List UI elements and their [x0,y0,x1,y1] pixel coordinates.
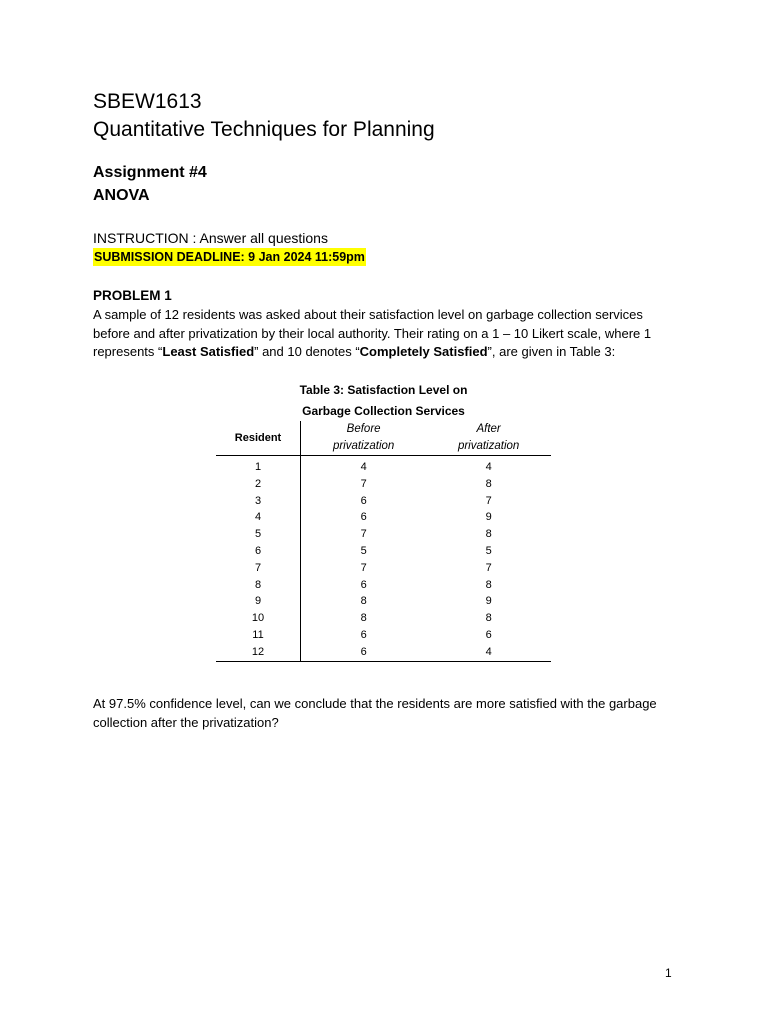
cell-before: 6 [360,511,367,524]
cell-before: 7 [360,477,367,490]
cell-before: 6 [360,494,367,507]
table-caption [216,380,551,422]
cell-resident: 6 [216,543,301,560]
cell-after: 8 [485,612,492,625]
course-code: SBEW1613 [93,90,202,113]
cell-after: 7 [485,494,492,507]
table-row [216,610,551,627]
cell-resident: 8 [216,577,301,594]
cell-after: 8 [485,528,492,541]
header-before-line1: Before [346,423,381,435]
cell-resident: 4 [216,509,301,526]
problem-heading: PROBLEM 1 [93,288,172,303]
cell-before: 8 [360,612,367,625]
header-before-line2: privatization [332,440,395,452]
table-row [216,560,551,577]
header-resident: Resident [216,421,301,456]
cell-resident: 12 [216,644,301,661]
cell-after: 6 [485,628,492,641]
table-row [216,526,551,543]
cell-resident: 5 [216,526,301,543]
header-after [426,421,551,456]
satisfaction-table [216,421,551,662]
cell-resident: 3 [216,493,301,510]
assignment-number: Assignment #4 [93,164,207,181]
cell-before: 5 [360,544,367,557]
table-row [216,644,551,661]
cell-before: 6 [360,628,367,641]
page-number: 1 [665,966,672,980]
table-row [216,493,551,510]
course-title: Quantitative Techniques for Planning [93,118,435,141]
table-row [216,476,551,493]
cell-after: 5 [485,544,492,557]
cell-before: 7 [360,561,367,574]
least-satisfied-label: Least Satisfied [162,344,255,359]
table-header-row [216,421,551,456]
cell-resident: 9 [216,593,301,610]
instruction-text: INSTRUCTION : Answer all questions [93,230,328,246]
table-body [216,456,551,662]
table-caption-line1: Table 3: Satisfaction Level on [299,383,468,397]
header-after-line2: privatization [457,440,520,452]
cell-after: 9 [485,511,492,524]
header-before [301,421,427,456]
completely-satisfied-label: Completely Satisfied [359,344,488,359]
problem-question: At 97.5% confidence level, can we conclude that the residents are more satisfied with the garbage collection after the privatization? [93,696,657,730]
cell-before: 8 [360,595,367,608]
header-after-line1: After [476,423,501,435]
cell-before: 4 [360,461,367,473]
cell-after: 8 [485,578,492,591]
table-row [216,509,551,526]
table-row [216,627,551,644]
table-row [216,543,551,560]
problem-text-part1: A sample of 12 residents was asked about their satisfaction level on garbage collection services before and after privatization by their local authority. Their rating on a 1 – 10 Likert scale, where 1 represents “ [93,307,652,359]
assignment-topic: ANOVA [93,187,150,204]
cell-resident: 7 [216,560,301,577]
table-row [216,593,551,610]
cell-after: 4 [485,461,492,473]
submission-deadline: SUBMISSION DEADLINE: 9 Jan 2024 11:59pm [94,250,365,264]
cell-resident: 2 [216,476,301,493]
cell-before: 7 [360,528,367,541]
cell-resident: 1 [216,456,301,476]
table-row [216,577,551,594]
cell-before: 6 [360,578,367,591]
problem-description [93,306,673,362]
table-row [216,456,551,476]
problem-text-part2: ” and 10 denotes “ [254,344,360,359]
cell-resident: 10 [216,610,301,627]
cell-after: 8 [485,477,492,490]
cell-resident: 11 [216,627,301,644]
cell-after: 4 [426,644,551,661]
cell-after: 9 [485,595,492,608]
problem-text-part3: ”, are given in Table 3: [487,344,616,359]
cell-before: 6 [301,644,427,661]
cell-after: 7 [485,561,492,574]
table-caption-line2: Garbage Collection Services [302,404,465,418]
